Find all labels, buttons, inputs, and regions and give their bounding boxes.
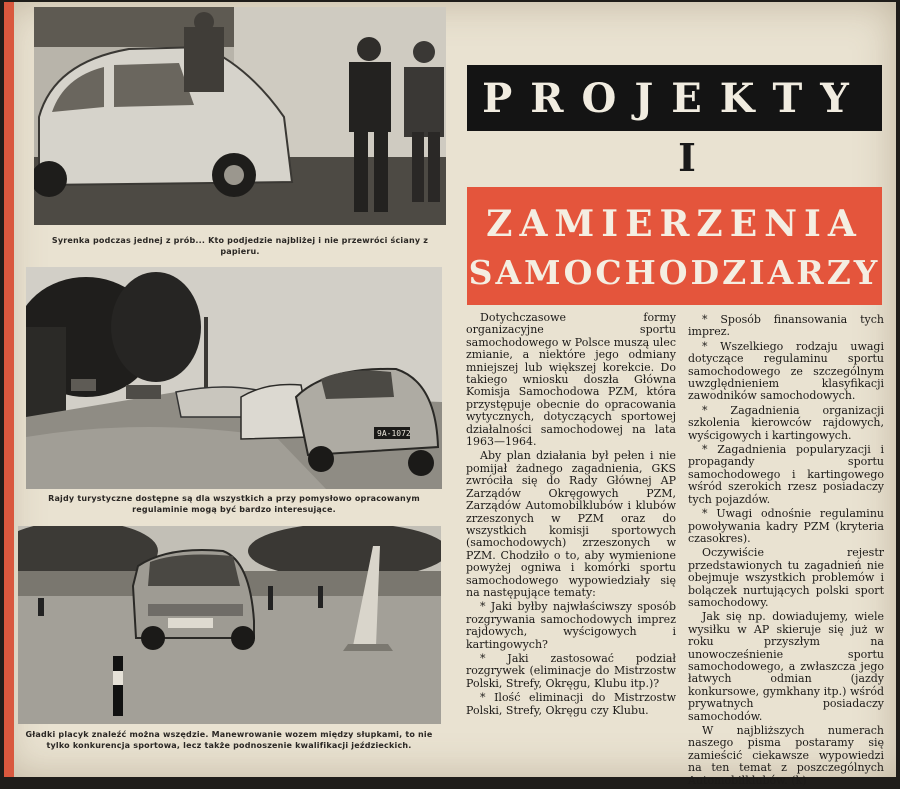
paragraph: Jak się np. dowiadujemy, wiele wysiłku w AP skieruje się już w roku przyszłym na unowocześnienie sportu samochodowego, a zwłaszcza jego łatwych odmian (jazdy konkursowe, gymkhany itp.) wśród prywatnych posiadaczy samochodów. (688, 610, 884, 723)
paragraph: Aby plan działania był pełen i nie pomijał żadnego zagadnienia, GKS zwróciła się do Rady Głównej AP Zarządów Okręgowych PZM, Zarządów Automobilklubów i klubów zrzeszonych w PZM oraz do wszystkich komisji sportowych (samochodowych) zrzeszonych w PZM. Chodziło o to, aby wymienione powyżej ogniwa i komórki sportu samochodowego wypowiedziały się na następujące tematy: (466, 449, 676, 599)
paragraph: * Ilość eliminacji do Mistrzostw Polski, Strefy, Okręgu czy Klubu. (466, 691, 676, 717)
photo-maneuver-square (18, 526, 441, 724)
paragraph: * Jaki byłby najwłaściwszy sposób rozgrywania samochodowych imprez rajdowych, wyścigowych i kartingowych? (466, 600, 676, 651)
title-zamierzenia-block (467, 187, 882, 305)
photo1-caption: Syrenka podczas jednej z prób... Kto podjedzie najbliżej i nie przewróci ściany z papieru. (51, 236, 429, 256)
paragraph: * Zagadnienia popularyzacji i propagandy sportu samochodowego i kartingowego wśród szerokich rzesz posiadaczy tych pojazdów. (688, 443, 884, 506)
paragraph: * Sposób finansowania tych imprez. (688, 313, 884, 339)
paragraph: Oczywiście rejestr przedstawionych tu zagadnień nie obejmuje wszystkich problemów i bolączek nurtujących polski sport samochodowy. (688, 546, 884, 609)
red-edge-strip (4, 2, 14, 777)
paragraph: * Jaki zastosować podział rozgrywek (eliminacje do Mistrzostw Polski, Strefy, Okręgu, Klubu itp.)? (466, 651, 676, 690)
paragraph: * Wszelkiego rodzaju uwagi dotyczące regulaminu sportu samochodowego ze szczególnym uwzględnieniem klasyfikacji zawodników samochodowych. (688, 339, 884, 403)
paragraph: * Zagadnienia organizacji szkolenia kierowców rajdowych, wyścigowych i kartingowych. (688, 403, 884, 442)
title-conjunction: I (678, 135, 696, 180)
title-zamierzenia: ZAMIERZENIA (486, 203, 863, 245)
article-column-right (688, 314, 884, 789)
paragraph: W najbliższych numerach naszego pisma postaramy się zamieścić ciekawsze wypowiedzi na ten temat z poszczególnych Automobilklubów. (k) (688, 724, 884, 787)
photo-syrenka-test (34, 7, 446, 225)
magazine-page (4, 2, 896, 787)
photo2-caption: Rajdy turystyczne dostępne są dla wszystkich a przy pomysłowo opracowanym regulaminie mogą być bardzo interesujące. (48, 494, 420, 514)
paragraph: Dotychczasowe formy organizacyjne sportu samochodowego w Polsce muszą ulec zmianie, a niektóre jego odmiany mniejszej lub większej korekcie. Do takiego wniosku doszła Główna Komisja Samochodowa PZM, która przystępuje obecnie do opracowania wytycznych, dotyczących sportowej działalności samochodowej na lata 1963—1964. (466, 311, 676, 449)
title-projekty: PROJEKTY (467, 65, 882, 131)
article-column-left (466, 312, 676, 719)
photo3-caption: Gładki placyk znaleźć można wszędzie. Manewrowanie wozem między słupkami, to nie tylko konkurencja sportowa, lecz także podnoszenie kwalifikacji jeździeckich. (25, 730, 433, 750)
paragraph: * Uwagi odnośnie regulaminu powoływania kadry PZM (kryteria czasokres). (688, 507, 884, 545)
title-samochodziarzy: SAMOCHODZIARZY (468, 253, 881, 292)
license-plate: 9A-1072 (377, 429, 411, 438)
photo-rally-cars (26, 267, 442, 489)
